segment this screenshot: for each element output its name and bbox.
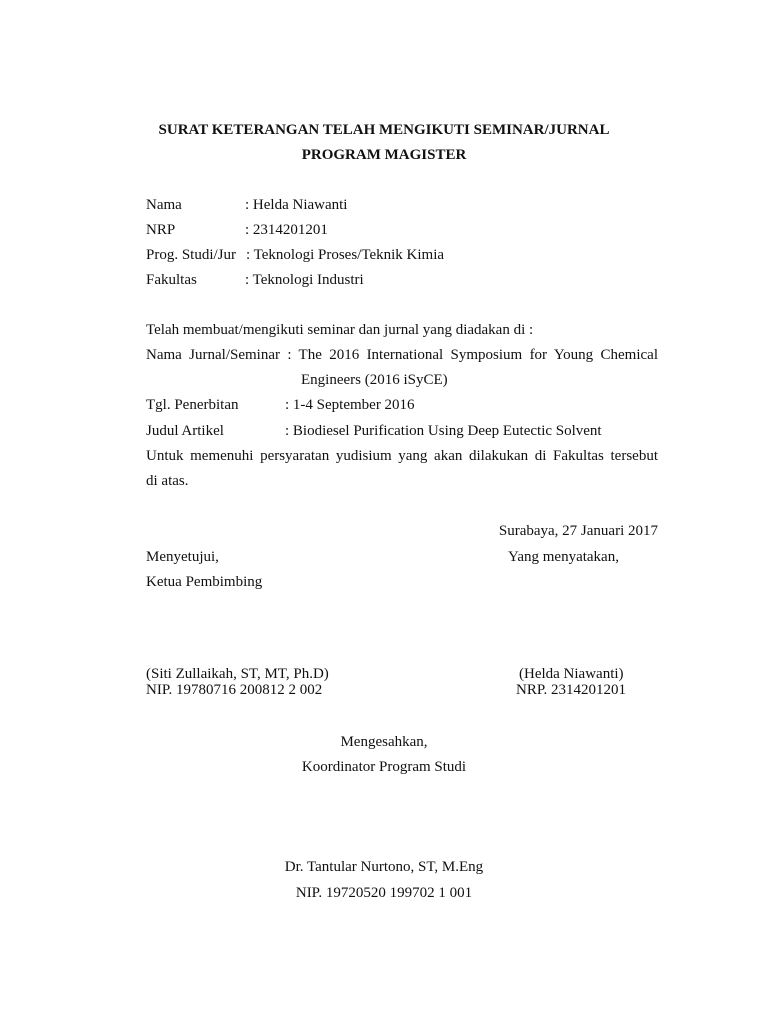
coordinator-name: Dr. Tantular Nurtono, ST, M.Eng [284,859,484,875]
nrp-value: : 2314201201 [245,222,328,238]
fakultas-value: : Teknologi Industri [245,272,364,288]
document-title-line1: SURAT KETERANGAN TELAH MENGIKUTI SEMINAR/JURNAL [158,122,610,138]
statement-label: Yang menyatakan, [508,549,619,565]
tgl-penerbitan-label: Tgl. Penerbitan [146,397,239,413]
nama-label: Nama [146,197,182,213]
student-nrp: NRP. 2314201201 [516,682,627,698]
judul-artikel-label: Judul Artikel [146,423,224,439]
coordinator-role: Koordinator Program Studi [301,759,467,775]
ratify-label: Mengesahkan, [340,734,428,750]
document-title-line2: PROGRAM MAGISTER [301,147,467,163]
prodi-value: : Teknologi Proses/Teknik Kimia [246,247,445,263]
purpose-line1: Untuk memenuhi persyaratan yudisium yang akan dilakukan di Fakultas tersebut [146,448,658,464]
coordinator-nip: NIP. 19720520 199702 1 001 [295,885,473,901]
student-name: (Helda Niawanti) [519,666,624,682]
tgl-penerbitan-value: : 1-4 September 2016 [285,397,415,413]
event-line1: Nama Jurnal/Seminar : The 2016 International Symposium for Young Chemical [146,347,658,363]
fakultas-label: Fakultas [146,272,197,288]
supervisor-name: (Siti Zullaikah, ST, MT, Ph.D) [146,666,329,682]
place-date: Surabaya, 27 Januari 2017 [498,523,658,539]
event-line2: Engineers (2016 iSyCE) [301,372,448,388]
approve-label: Menyetujui, [146,549,219,565]
nrp-label: NRP [146,222,176,238]
purpose-line2: di atas. [146,473,189,489]
judul-artikel-value: : Biodiesel Purification Using Deep Eutectic Solvent [285,423,602,439]
supervisor-nip: NIP. 19780716 200812 2 002 [146,682,323,698]
nama-value: : Helda Niawanti [245,197,348,213]
prodi-label: Prog. Studi/Jur [146,247,237,263]
intro-text: Telah membuat/mengikuti seminar dan jurnal yang diadakan di : [146,322,534,338]
supervisor-role: Ketua Pembimbing [146,574,263,590]
